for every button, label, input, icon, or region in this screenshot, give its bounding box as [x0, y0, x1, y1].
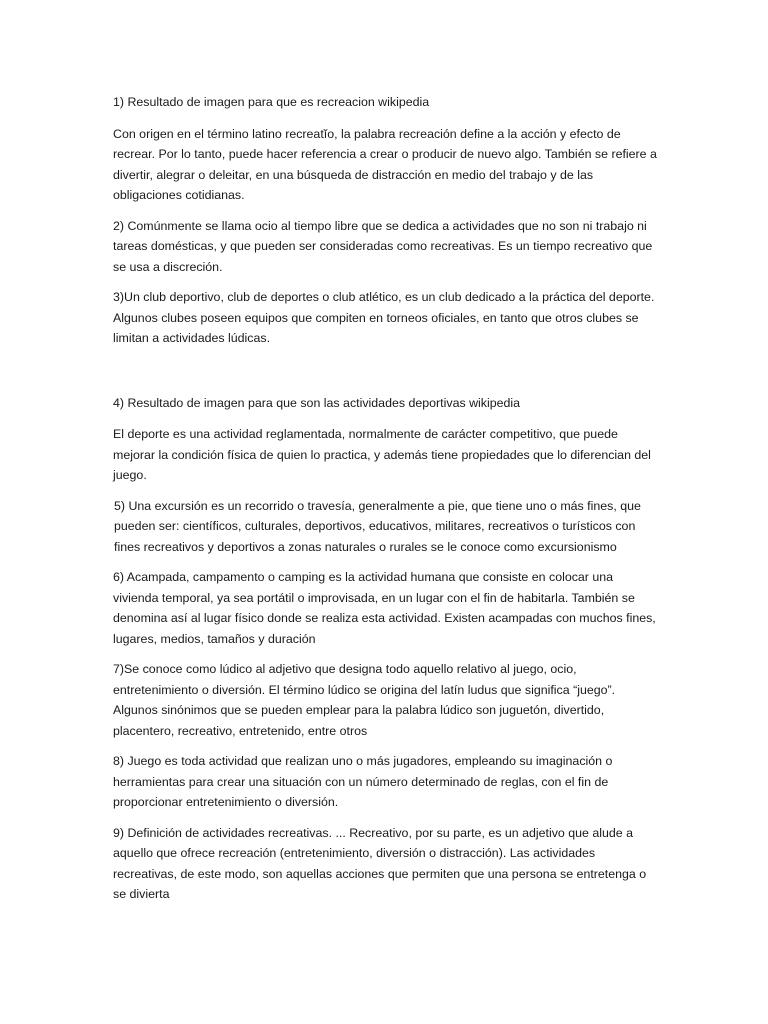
- paragraph-5: 5) Una excursión es un recorrido o travesía, generalmente a pie, que tiene uno o más fines, que pueden ser: científicos, culturales, deportivos, educativos, militares, recreativos o turísticos con fines recreativos y deportivos a zonas naturales o rurales se le conoce como excursionismo: [114, 498, 641, 554]
- paragraph-4-text: El deporte es una actividad reglamentada, normalmente de carácter competitivo, que puede mejorar la condición física de quien lo practica, y además tiene propiedades que lo diferencian del juego.: [113, 427, 651, 482]
- paragraph-1-heading: 1) Resultado de imagen para que es recreacion wikipedia: [113, 95, 430, 109]
- paragraph-8: 8) Juego es toda actividad que realizan uno o más jugadores, empleando su imaginación o herramientas para crear una situación con un número determinado de reglas, con el fin de proporcionar entretenimiento o diversión.: [113, 754, 613, 809]
- document-body: [113, 92, 658, 915]
- paragraph-3: 3)Un club deportivo, club de deportes o club atlético, es un club dedicado a la práctica del deporte. Algunos clubes poseen equipos que compiten en torneos oficiales, en tanto que otros clubes se limitan a actividades lúdicas.: [113, 290, 655, 345]
- paragraph-9: 9) Definición de actividades recreativas. ... Recreativo, por su parte, es un adjetivo que alude a aquello que ofrece recreación (entretenimiento, diversión o distracción). Las actividades recreativas, de este modo, son aquellas acciones que permiten que una persona se entretenga o se divierta: [113, 825, 647, 901]
- paragraph-1-text: Con origen en el término latino recreatĭo, la palabra recreación define a la acción y efecto de recrear. Por lo tanto, puede hacer referencia a crear o producir de nuevo algo. También se refiere a divertir, alegrar o deleitar, en una búsqueda de distracción en medio del trabajo y de las obligaciones cotidianas.: [113, 126, 657, 202]
- paragraph-2: 2) Comúnmente se llama ocio al tiempo libre que se dedica a actividades que no son ni trabajo ni tareas domésticas, y que pueden ser consideradas como recreativas. Es un tiempo recreativo que se usa a discreción.: [113, 218, 653, 274]
- paragraph-6: 6) Acampada, campamento o camping es la actividad humana que consiste en colocar una vivienda temporal, ya sea portátil o improvisada, en un lugar con el fin de habitarla. También se denomina así al lugar físico donde se realiza esta actividad. Existen acampadas con muchos fines, lugares, medios, tamaños y duración: [113, 570, 656, 646]
- paragraph-4-heading: 4) Resultado de imagen para que son las actividades deportivas wikipedia: [113, 395, 521, 410]
- blank-spacer: [113, 359, 658, 393]
- paragraph-7: 7)Se conoce como lúdico al adjetivo que designa todo aquello relativo al juego, ocio, entretenimiento o diversión. El término lúdico se origina del latín ludus que significa “juego”. Algunos sinónimos que se pueden emplear para la palabra lúdico son juguetón, divertido, placentero, recreativo, entretenido, entre otros: [113, 662, 616, 738]
